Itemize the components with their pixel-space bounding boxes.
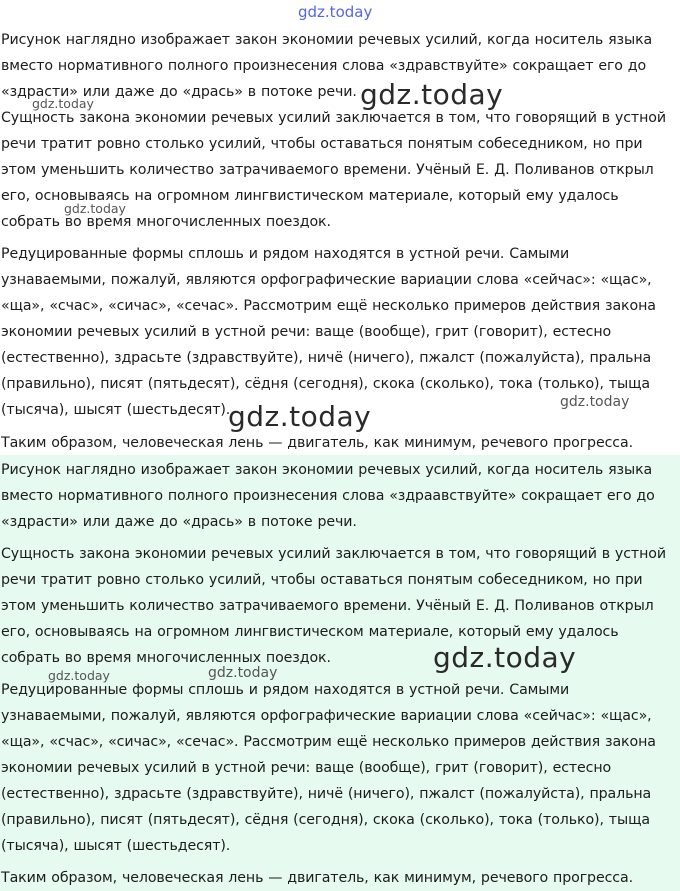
paragraph-2: Сущность закона экономии речевых усилий заключается в том, что говорящий в устной речи тратит ровно столько усилий, чтобы оставаться понятым собеседником, но при этом уменьшить количество затрачиваемого времени. Учёный Е. Д. Поливанов открыл его, основываясь на огромном лингвистическом материале, который ему удалось собрать во время многочисленных поездок. xyxy=(1,110,666,230)
paragraph-2: Сущность закона экономии речевых усилий заключается в том, что говорящий в устной речи тратит ровно столько усилий, чтобы оставаться понятым собеседником, но при этом уменьшить количество затрачиваемого времени. Учёный Е. Д. Поливанов открыл его, основываясь на огромном лингвистическом материале, который ему удалось собрать во время многочисленных поездок. xyxy=(1,546,666,666)
watermark: gdz.today xyxy=(48,668,110,683)
watermark: gdz.today xyxy=(298,3,373,21)
paragraph-3: Редуцированные формы сплошь и рядом находятся в устной речи. Самыми узнаваемыми, пожалуй, являются орфографические вариации слова «сейчас»: «щас», «ща», «счас», «сичас», «сечас». Рассмотрим ещё несколько примеров действия закона экономии речевых усилий в устной речи: ваще (вообще), грит (говорит), естесно (естественно), здрасьте (здравствуйте), ничё (ничего), пжалст (пожалуйста), пральна (правильно), писят (пятьдесят), сёдня (сегодня), скока (сколько), тока (только), тыща (тысяча), шысят (шестьдесят). xyxy=(1,682,656,854)
watermark: gdz.today xyxy=(560,394,630,410)
watermark: gdz.today xyxy=(433,641,577,674)
watermark: gdz.today xyxy=(228,400,372,433)
watermark: gdz.today xyxy=(64,201,126,216)
paragraph-1: Рисунок наглядно изображает закон экономии речевых усилий, когда носитель языка вместо нормативного полного произнесения слова «здравствуйте» сокращает его до «здрасти» или даже до «дрась» в потоке речи. xyxy=(1,32,653,100)
watermark: gdz.today xyxy=(32,96,94,111)
paragraph-4: Таким образом, человеческая лень — двигатель, как минимум, речевого прогресса. xyxy=(1,870,634,886)
paragraph-1: Рисунок наглядно изображает закон экономии речевых усилий, когда носитель языка вместо нормативного полного произнесения слова «здраавствуйте» сокращает его до «здрасти» или даже до «дрась» в потоке речи. xyxy=(1,462,655,530)
paragraph-3: Редуцированные формы сплошь и рядом находятся в устной речи. Самыми узнаваемыми, пожалуй, являются орфографические вариации слова «сейчас»: «щас», «ща», «счас», «сичас», «сечас». Рассмотрим ещё несколько примеров действия закона экономии речевых усилий в устной речи: ваще (вообще), грит (говорит), естесно (естественно), здрасьте (здравствуйте), ничё (ничего), пжалст (пожалуйста), пральна (правильно), писят (пятьдесят), сёдня (сегодня), скока (сколько), тока (только), тыща (тысяча), шысят (шестьдесят). xyxy=(1,246,656,418)
watermark: gdz.today xyxy=(208,665,278,681)
watermark: gdz.today xyxy=(360,78,504,111)
paragraph-4: Таким образом, человеческая лень — двигатель, как минимум, речевого прогресса. xyxy=(1,435,634,451)
